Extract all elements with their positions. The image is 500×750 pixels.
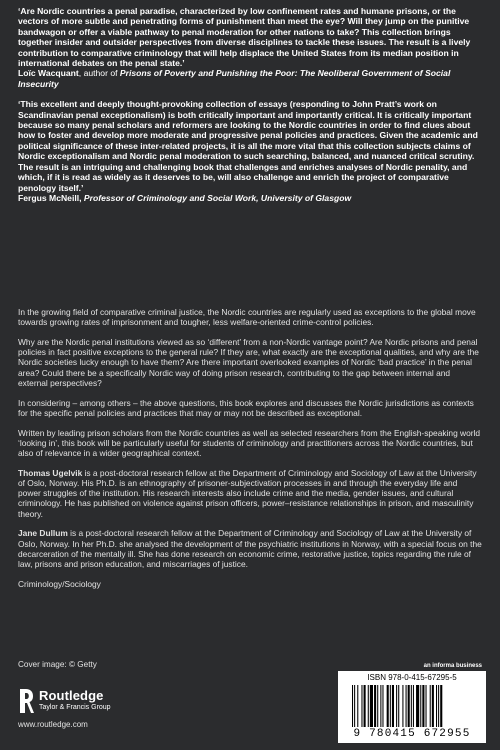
barcode-bar [357,685,358,727]
barcode-bar [398,685,399,727]
barcode-bar [361,685,362,727]
barcode-bar [364,685,366,727]
description-paragraph: Why are the Nordic penal institutions viewed as so ‘different’ from a non-Nordic vantage point? Are Nordic prisons and penal policies in fact positive exceptions to the general rule? If they are, what exactly are the exceptional qualities, and why are the Nordic societies lucky enough to have them? Are there important overlooked examples of Nordic ‘bad practice’ in the penal area? Could there be a specifically Nordic way of doing prison research, contributing to the gap between internal and external perspectives? [18,337,479,388]
barcode-bar [406,685,407,727]
barcode-bar [368,685,369,727]
publisher-subtitle: Taylor & Francis Group [39,704,111,711]
endorsement-author: Fergus McNeill [18,192,80,203]
description-paragraph: Written by leading prison scholars from the Nordic countries as well as selected researchers from the English-speaking world ‘looking in’, this book will be particularly useful for students of criminology and practitioners across the Nordic countries, but also of relevance in a wider geographical context. [18,427,481,459]
author-name: Thomas Ugelvik [18,467,83,478]
barcode [338,671,486,743]
endorsement-author-suffix: , author of [78,68,120,79]
barcode-bar [377,685,378,727]
endorsement-work: Professor of Criminology and Social Work, University of Glasgow [83,192,352,203]
endorsements [18,6,482,213]
barcode-bar [420,685,421,727]
barcode-bar [408,685,410,727]
endorsement-author-suffix: , [79,192,84,203]
informa-tag: an informa business [423,663,482,669]
endorsement-work: Prisons of Poverty and Punishing the Poor: The Neoliberal Government of Social Insecurity [18,68,451,89]
barcode-bar [426,685,427,727]
barcode-bar [374,685,376,727]
endorsement-author: Loïc Wacquant [18,68,79,79]
author-bio [18,468,482,519]
author-bio [18,528,482,569]
barcode-bar [438,685,439,727]
barcode-bar [387,685,389,727]
publisher-website[interactable]: www.routledge.com [18,720,88,729]
barcode-digits: 9 780415 672955 [353,728,471,740]
barcode-bar [422,685,424,727]
barcode-bar [382,685,383,727]
cover-credit: Cover image: © Getty [18,660,97,669]
endorsement-text: ‘This excellent and deeply thought-provoking collection of essays (responding to John Pratt’s work on Scandinavian penal exceptionalism) is both critically important and importantly critical. It is critically important because so many penal scholars and reformers are looking to the Nordic countries in order to find clues about how to foster and develop more moderate and progressive penal policies and practices. Given the academic and political significance of these inter-related projects, it is all the more vital that this collection subjects claims of Nordic exceptionalism and Nordic penal moderation to such searching, balanced, and nuanced critical scrutiny. The result is an intriguing and challenging book that challenges and enriches analyses of Nordic penality, and which, if it is read as widely as it deserves to be, will also challenge and enrich the project of comparative penology itself.’ [18,99,478,193]
endorsement-attribution [18,193,482,203]
barcode-bar [416,685,419,727]
barcode-bar [440,685,442,727]
subject-category: Criminology/Sociology [18,578,101,589]
description-paragraph: In considering – among others – the above questions, this book explores and discusses the Nordic jurisdictions as contexts for the specific penal policies and practices that may or may not be described as exceptional. [18,397,474,418]
author-bio-text: is a post-doctoral research fellow at the Department of Criminology and Sociology of Law at the University of Oslo, Norway. His Ph.D. is an ethnography of prisoner-subjectivation processes in and through the everyday life and power struggles of the institution. His research interests also include crime and the media, gender issues, and cultural criminology. He has published on violence against prison officers, power–resistance relationships in prison, and masculinity theory. [18,467,477,519]
barcode-bar [430,685,431,727]
isbn-label: ISBN 978-0-415-67295-5 [367,673,457,682]
barcode-bars-icon [352,685,472,727]
barcode-bar [390,685,391,727]
barcode-bar [402,685,403,727]
publisher-name: Routledge [39,688,104,703]
author-name: Jane Dullum [18,528,68,539]
barcode-bar [396,685,397,727]
endorsement-2 [18,99,482,203]
barcode-bar [432,685,434,727]
barcode-bar [354,685,355,727]
routledge-logo-icon [18,688,34,714]
barcode-bar [436,685,437,727]
endorsement-attribution [18,68,482,89]
author-bio-text: is a post-doctoral research fellow at the Department of Criminology and Sociology of Law at the University of Oslo, Norway. In her Ph.D. she analysed the development of the psychiatric institutions in Norway, with a special focus on the decarceration of the mentally ill. She has done research on economic crime, restorative justice, topics regarding the rule of law, prisons and prison education, and miscarriages of justice. [18,528,482,570]
endorsement-text: ‘Are Nordic countries a penal paradise, characterized by low confinement rates and humane prisons, or the vectors of more subtle and penetrating forms of punishment than meet the eye? Will they jump on the punitive bandwagon or offer a viable pathway to penal moderation for other nations to take? This collection brings together insider and outsider perspectives from diverse disciplines to tackle these issues. The result is a lively contribution to comparative criminology that will help displace the United States from its median position in international debates on the penal state.’ [18,6,471,69]
barcode-bar [392,685,394,727]
endorsement-1 [18,6,482,89]
barcode-bar [380,685,381,727]
publisher-block [18,686,158,734]
barcode-bar [370,685,373,727]
description [18,307,482,599]
description-paragraph: In the growing field of comparative criminal justice, the Nordic countries are regularly used as exceptions to the global move towards growing rates of imprisonment and tougher, less welfare-oriented crime-control policies. [18,307,476,328]
barcode-bar [352,685,353,727]
barcode-bar [413,685,414,727]
barcode-area [338,663,486,743]
barcode-bar [411,685,412,727]
